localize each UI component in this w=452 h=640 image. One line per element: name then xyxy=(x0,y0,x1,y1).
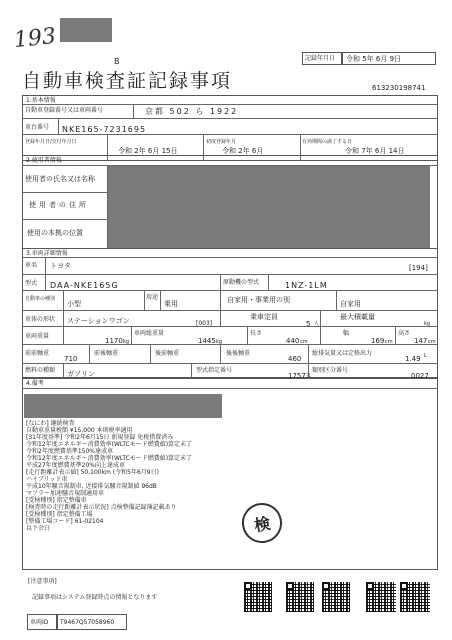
remark-line: 平成27年度燃費基準20%向上達成車 xyxy=(26,462,125,469)
qr-corner-4 xyxy=(366,582,374,590)
reg-label: 自動車登録番号又は車両番号 xyxy=(25,107,104,114)
body-code: [003] xyxy=(196,320,213,327)
class-value: 0027 xyxy=(411,372,429,380)
user-name-label: 使用者の氏名又は名称 xyxy=(25,175,95,183)
remark-line: [受検種別] 指定整備車 xyxy=(26,497,87,504)
remark-line: [受検種別] 指定整備工場 xyxy=(26,511,93,518)
maker-label: 車名 xyxy=(25,262,38,269)
front-front-value: 710 xyxy=(64,355,78,363)
section1-label: 1.基本情報 xyxy=(26,97,56,104)
engine-label: 原動機の型式 xyxy=(223,279,260,286)
inspection-stamp: 検 xyxy=(239,500,285,546)
remark-line: 令和2年度燃費基準150%達成車 xyxy=(26,448,113,455)
front-axle-label: 前後軸重 xyxy=(94,350,119,357)
user-address-label: 使用者の住所 xyxy=(29,201,89,209)
car-id-label-box xyxy=(27,614,57,630)
body-value: ステーションワゴン xyxy=(67,317,130,325)
capacity-unit: 人 xyxy=(314,321,320,327)
business-value: 自家用 xyxy=(340,300,361,308)
remark-line: ハイブリッド車 xyxy=(26,476,68,483)
weight-label: 車両重量 xyxy=(25,333,50,340)
remark-line: [走行距離計表示値] 50,100km (令和5年6月9日) xyxy=(26,469,159,476)
remark-line: 自動車重量税額 ¥15,000 本則税率適用 xyxy=(26,427,133,434)
doc-number: 613230198741 xyxy=(372,84,426,92)
first-reg-value: 令和 2年 6月 15日 xyxy=(118,147,178,155)
capacity-value: 5 xyxy=(306,320,311,328)
rear-axle-label: 後後軸重 xyxy=(226,350,251,357)
remark-line: マフラー加速騒音規制適用車 xyxy=(26,490,105,497)
section3-box xyxy=(22,248,438,378)
gross-label: 車両総重量 xyxy=(134,330,165,337)
capacity-label: 乗車定員 xyxy=(250,313,278,321)
chassis-label: 車台番号 xyxy=(25,124,50,131)
car-id-box xyxy=(57,614,127,630)
handwritten-number: 193 xyxy=(12,23,58,54)
gross-value: 1445 xyxy=(198,337,216,345)
displacement-unit: L xyxy=(424,353,427,359)
qr-corner-3 xyxy=(322,582,330,590)
weight-value: 1170 xyxy=(105,337,123,345)
remark-line: 令和12年度エネルギー消費効率(WLTCモード燃費値)算定未了 xyxy=(26,455,193,462)
car-id-value: T9467Q57058960 xyxy=(60,619,115,626)
height-label: 高さ xyxy=(398,330,411,337)
remark-line: [整備工場コード] 61-02104 xyxy=(26,518,104,525)
length-label: 長さ xyxy=(250,330,263,337)
page-title: 自動車検査証記録事項 xyxy=(22,70,233,92)
redaction-user-info xyxy=(108,166,430,248)
length-value: 440 xyxy=(286,337,300,345)
displacement-value: 1.49 xyxy=(405,355,421,363)
max-load-unit: kg xyxy=(424,321,431,327)
redaction-top xyxy=(60,18,112,42)
qr-corner-2 xyxy=(286,582,294,590)
first-reg-label: 登録年月日/交付年月日 xyxy=(25,139,77,145)
gross-unit: kg xyxy=(216,339,223,345)
type-value: 小型 xyxy=(67,300,81,308)
remark-line: 平成10年騒音規制車, 近接排気騒音規制値 96dB xyxy=(26,483,157,490)
chassis-value: NKE165-7231695 xyxy=(62,125,147,134)
model-value: DAA-NKE165G xyxy=(50,281,119,290)
type-approval-value: 17573 xyxy=(288,372,311,380)
class-label: 類別区分番号 xyxy=(312,367,349,374)
width-label: 幅 xyxy=(343,330,350,337)
b-mark: B xyxy=(114,57,120,66)
remark-line: [31年度基準] 令和2年6月15日 新規登録 免税措置済み xyxy=(26,434,174,441)
engine-value: 1NZ-1LM xyxy=(285,281,328,290)
use-label: 用途 xyxy=(146,294,159,301)
use-value: 乗用 xyxy=(164,300,178,308)
section2-label: 2.使用者情報 xyxy=(26,157,62,164)
redaction-remarks xyxy=(24,394,222,418)
width-unit: cm xyxy=(385,339,393,345)
first-year-value: 令和 2年 6月 xyxy=(222,147,264,155)
car-id-label: 車両ID xyxy=(30,619,49,626)
business-label: 自家用・事業用の別 xyxy=(227,296,290,304)
expiry-label: 有効期間の満了する日 xyxy=(302,139,353,145)
height-unit: cm xyxy=(428,339,436,345)
maker-code: [194] xyxy=(409,264,428,272)
type-label: 自動車の種別 xyxy=(25,296,56,302)
length-unit: cm xyxy=(300,339,308,345)
expiry-value: 令和 7年 6月 14日 xyxy=(345,147,405,155)
record-date: 令和 5年 6月 9日 xyxy=(346,55,402,63)
height-value: 147 xyxy=(414,337,428,345)
first-year-label: 初度登録年月 xyxy=(206,139,237,145)
type-approval-label: 型式指定番号 xyxy=(196,367,233,374)
record-date-box xyxy=(342,52,436,65)
qr-corner-1 xyxy=(244,582,252,590)
weight-unit: kg xyxy=(123,339,130,345)
record-date-label: 記録年月日 xyxy=(305,55,336,62)
fuel-value: ガソリン xyxy=(67,370,95,378)
remark-line: 以下余白 xyxy=(26,525,51,532)
remark-line: 令和12年度エネルギー消費効率(WLTCモード燃費値)算定未了 xyxy=(26,441,193,448)
remark-line: [検査時の走行距離計表示状況] 点検整備記録簿記載あり xyxy=(26,504,177,511)
remark-line: [なにわ] 継続検査 xyxy=(26,420,75,427)
qr-corner-5 xyxy=(400,582,408,590)
rear-front-label: 後前軸重 xyxy=(155,350,180,357)
maker-value: トヨタ xyxy=(50,262,71,270)
fuel-label: 燃料の種類 xyxy=(25,367,56,374)
front-front-label: 前前軸重 xyxy=(25,350,50,357)
section3-label: 3.車両詳細情報 xyxy=(26,250,68,257)
width-value: 169 xyxy=(371,337,385,345)
rear-axle-value: 460 xyxy=(288,355,302,363)
base-location-label: 使用の本拠の位置 xyxy=(27,229,83,237)
remarks-list xyxy=(26,420,326,532)
section4-label: 4.備考 xyxy=(26,380,44,387)
record-date-label-box xyxy=(302,52,342,65)
model-label: 型式 xyxy=(25,280,38,287)
displacement-label: 総排気量又は定格出力 xyxy=(312,350,373,357)
notes-text: 記録事項はシステム登録時点の情報となります xyxy=(32,594,158,601)
reg-value: 京都 502 ら 1922 xyxy=(145,107,239,116)
body-label: 車体の形状 xyxy=(25,316,56,323)
notes-title: [注意事項] xyxy=(28,578,57,585)
max-load-label: 最大積載量 xyxy=(340,313,375,321)
